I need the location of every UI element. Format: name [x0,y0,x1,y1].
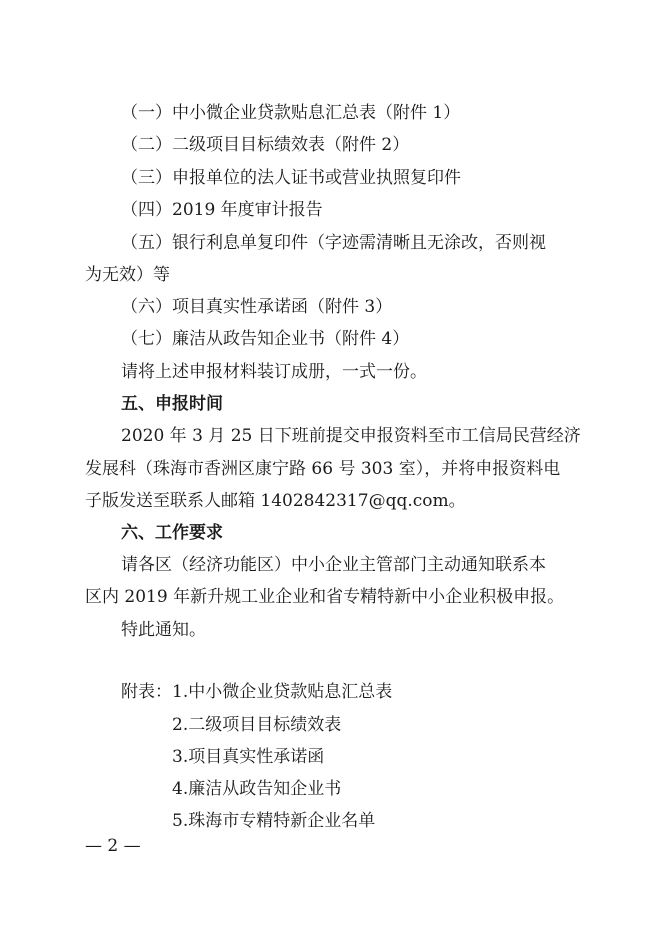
section5-line-2: 发展科（珠海市香洲区康宁路 66 号 303 室），并将申报资料电 [85,459,561,479]
material-item-3: （三）申报单位的法人证书或营业执照复印件 [121,168,461,188]
material-item-5: （五）银行利息单复印件（字迹需清晰且无涂改，否则视 [121,233,546,253]
attachment-item-2: 2.二级项目目标绩效表 [172,715,342,735]
section5-heading: 五、申报时间 [121,394,223,414]
material-item-5-continued: 为无效）等 [85,265,170,285]
attachment-item-3: 3.项目真实性承诺函 [172,747,325,767]
section5-line-1: 2020 年 3 月 25 日下班前提交申报资料至市工信局民营经济 [121,426,581,446]
section6-line-1: 请各区（经济功能区）中小企业主管部门主动通知联系本 [121,555,546,575]
material-item-4: （四）2019 年度审计报告 [121,200,323,220]
section6-heading: 六、工作要求 [121,523,223,543]
attachment-item-1: 1.中小微企业贷款贴息汇总表 [172,682,393,702]
closing-text: 特此通知。 [121,620,206,640]
binding-note: 请将上述申报材料装订成册，一式一份。 [121,362,427,382]
section5-line-3: 子版发送至联系人邮箱 1402842317@qq.com。 [85,491,466,511]
material-item-1: （一）中小微企业贷款贴息汇总表（附件 1） [121,103,461,123]
page-number: — 2 — [85,836,141,856]
attachments-label: 附表： [121,682,172,702]
material-item-6: （六）项目真实性承诺函（附件 3） [121,297,393,317]
attachment-item-4: 4.廉洁从政告知企业书 [172,779,342,799]
attachment-item-5: 5.珠海市专精特新企业名单 [172,811,376,831]
material-item-7: （七）廉洁从政告知企业书（附件 4） [121,329,410,349]
section6-line-2: 区内 2019 年新升规工业企业和省专精特新中小企业积极申报。 [85,587,565,607]
material-item-2: （二）二级项目目标绩效表（附件 2） [121,135,410,155]
